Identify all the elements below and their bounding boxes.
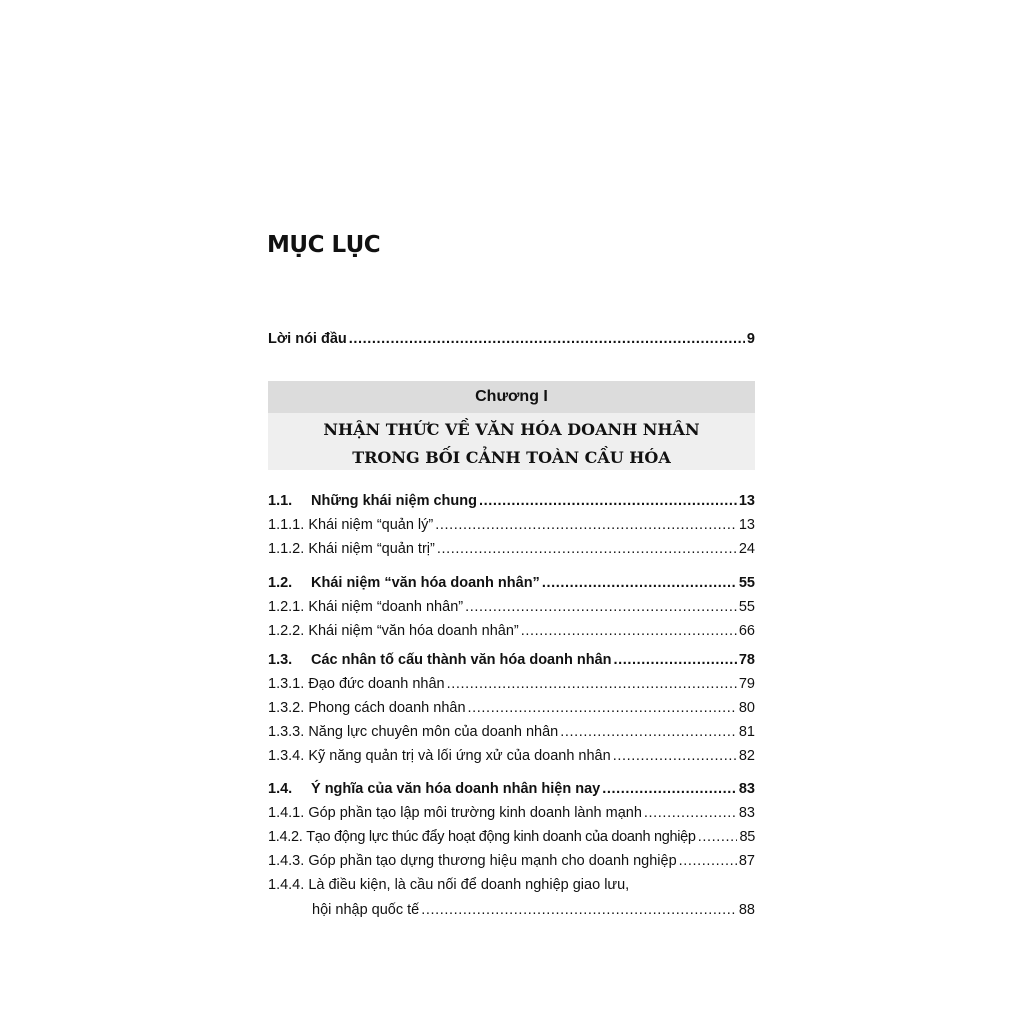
entry-text: Ý nghĩa của văn hóa doanh nhân hiện nay <box>311 781 601 797</box>
dot-leader <box>602 780 737 798</box>
entry-number: 1.1. <box>268 493 293 509</box>
toc-heading: MỤC LỤC <box>267 232 381 258</box>
entry-text: Kỹ năng quản trị và lối ứng xử của doanh nhân <box>308 748 611 764</box>
dot-leader <box>479 492 737 510</box>
toc-entry[interactable] <box>268 824 755 846</box>
dot-leader <box>644 804 737 822</box>
entry-number: 1.3.2. <box>268 700 305 716</box>
page-number: 55 <box>738 575 755 591</box>
dot-leader <box>447 675 737 693</box>
entry-text: Khái niệm “quản lý” <box>308 517 434 533</box>
entry-text: Lời nói đầu <box>268 331 347 347</box>
entry-number: 1.2. <box>268 575 293 591</box>
page-number: 81 <box>738 724 755 740</box>
entry-number: 1.2.1. <box>268 599 305 615</box>
entry-text: Các nhân tố cấu thành văn hóa doanh nhân <box>311 652 612 668</box>
entry-text-continued: hội nhập quốc tế <box>312 902 420 918</box>
page-number: 66 <box>738 623 755 639</box>
page-number: 82 <box>738 748 755 764</box>
entry-text: Tạo động lực thúc đẩy hoạt động kinh doanh của doanh nghiệp <box>306 829 696 845</box>
entry-number: 1.4. <box>268 781 293 797</box>
toc-entry[interactable] <box>268 536 755 558</box>
chapter-header <box>268 381 755 470</box>
toc-entry[interactable] <box>268 719 755 741</box>
toc-entry[interactable] <box>268 512 755 534</box>
toc-entry[interactable] <box>268 743 755 765</box>
entry-number: 1.2.2. <box>268 623 305 639</box>
page-number: 9 <box>746 331 755 347</box>
page-number: 87 <box>738 853 755 869</box>
chapter-title-line1: NHẬN THỨC VỀ VĂN HÓA DOANH NHÂN <box>323 420 700 439</box>
dot-leader <box>421 901 737 919</box>
entry-number: 1.3. <box>268 652 293 668</box>
toc-entry-line1[interactable] <box>268 872 755 894</box>
entry-number: 1.1.2. <box>268 541 305 557</box>
entry-number: 1.4.1. <box>268 805 305 821</box>
page-number: 88 <box>738 902 755 918</box>
toc-entry-preface[interactable] <box>268 326 755 348</box>
entry-text: Góp phần tạo lập môi trường kinh doanh lành mạnh <box>308 805 642 821</box>
chapter-label: Chương I <box>268 381 755 413</box>
entry-text: Khái niệm “doanh nhân” <box>308 599 464 615</box>
page-number: 78 <box>738 652 755 668</box>
toc-entry[interactable] <box>268 647 755 669</box>
dot-leader <box>614 651 737 669</box>
dot-leader <box>521 622 737 640</box>
toc-entry[interactable] <box>268 618 755 640</box>
dot-leader <box>560 723 737 741</box>
toc-entry[interactable] <box>268 671 755 693</box>
toc-entry[interactable] <box>268 800 755 822</box>
toc-entry[interactable] <box>268 570 755 592</box>
chapter-title-line2: TRONG BỐI CẢNH TOÀN CẦU HÓA <box>352 448 671 467</box>
entry-number: 1.3.1. <box>268 676 305 692</box>
dot-leader <box>437 540 737 558</box>
dot-leader <box>613 747 737 765</box>
dot-leader <box>542 574 737 592</box>
dot-leader <box>679 852 737 870</box>
entry-number: 1.1.1. <box>268 517 305 533</box>
toc-entry-line2[interactable] <box>268 897 755 919</box>
entry-number: 1.4.3. <box>268 853 305 869</box>
entry-text: Khái niệm “quản trị” <box>308 541 435 557</box>
toc-entry[interactable] <box>268 488 755 510</box>
page-number: 79 <box>738 676 755 692</box>
toc-entry[interactable] <box>268 848 755 870</box>
page-number: 13 <box>738 493 755 509</box>
dot-leader <box>468 699 737 717</box>
entry-text: Phong cách doanh nhân <box>308 700 466 716</box>
page-number: 85 <box>739 829 755 845</box>
dot-leader <box>465 598 737 616</box>
entry-number: 1.3.4. <box>268 748 305 764</box>
toc-entry[interactable] <box>268 594 755 616</box>
entry-text: Góp phần tạo dựng thương hiệu mạnh cho doanh nghiệp <box>308 853 677 869</box>
page-number: 80 <box>738 700 755 716</box>
entry-text: Đạo đức doanh nhân <box>308 676 445 692</box>
chapter-title <box>268 413 755 470</box>
entry-text: Khái niệm “văn hóa doanh nhân” <box>308 623 519 639</box>
dot-leader <box>349 330 745 348</box>
toc-entry[interactable] <box>268 776 755 798</box>
page-number: 83 <box>738 781 755 797</box>
entry-text: Khái niệm “văn hóa doanh nhân” <box>311 575 540 591</box>
toc-entry[interactable] <box>268 695 755 717</box>
entry-number: 1.4.4. <box>268 877 305 893</box>
page-number: 13 <box>738 517 755 533</box>
page-number: 55 <box>738 599 755 615</box>
page-number: 83 <box>738 805 755 821</box>
entry-number: 1.3.3. <box>268 724 305 740</box>
dot-leader <box>435 516 737 534</box>
page-number: 24 <box>738 541 755 557</box>
entry-text: Năng lực chuyên môn của doanh nhân <box>308 724 559 740</box>
entry-text: Những khái niệm chung <box>311 493 477 509</box>
entry-number: 1.4.2. <box>268 829 303 845</box>
entry-text: Là điều kiện, là cầu nối để doanh nghiệp giao lưu, <box>308 877 630 893</box>
dot-leader <box>698 828 738 846</box>
